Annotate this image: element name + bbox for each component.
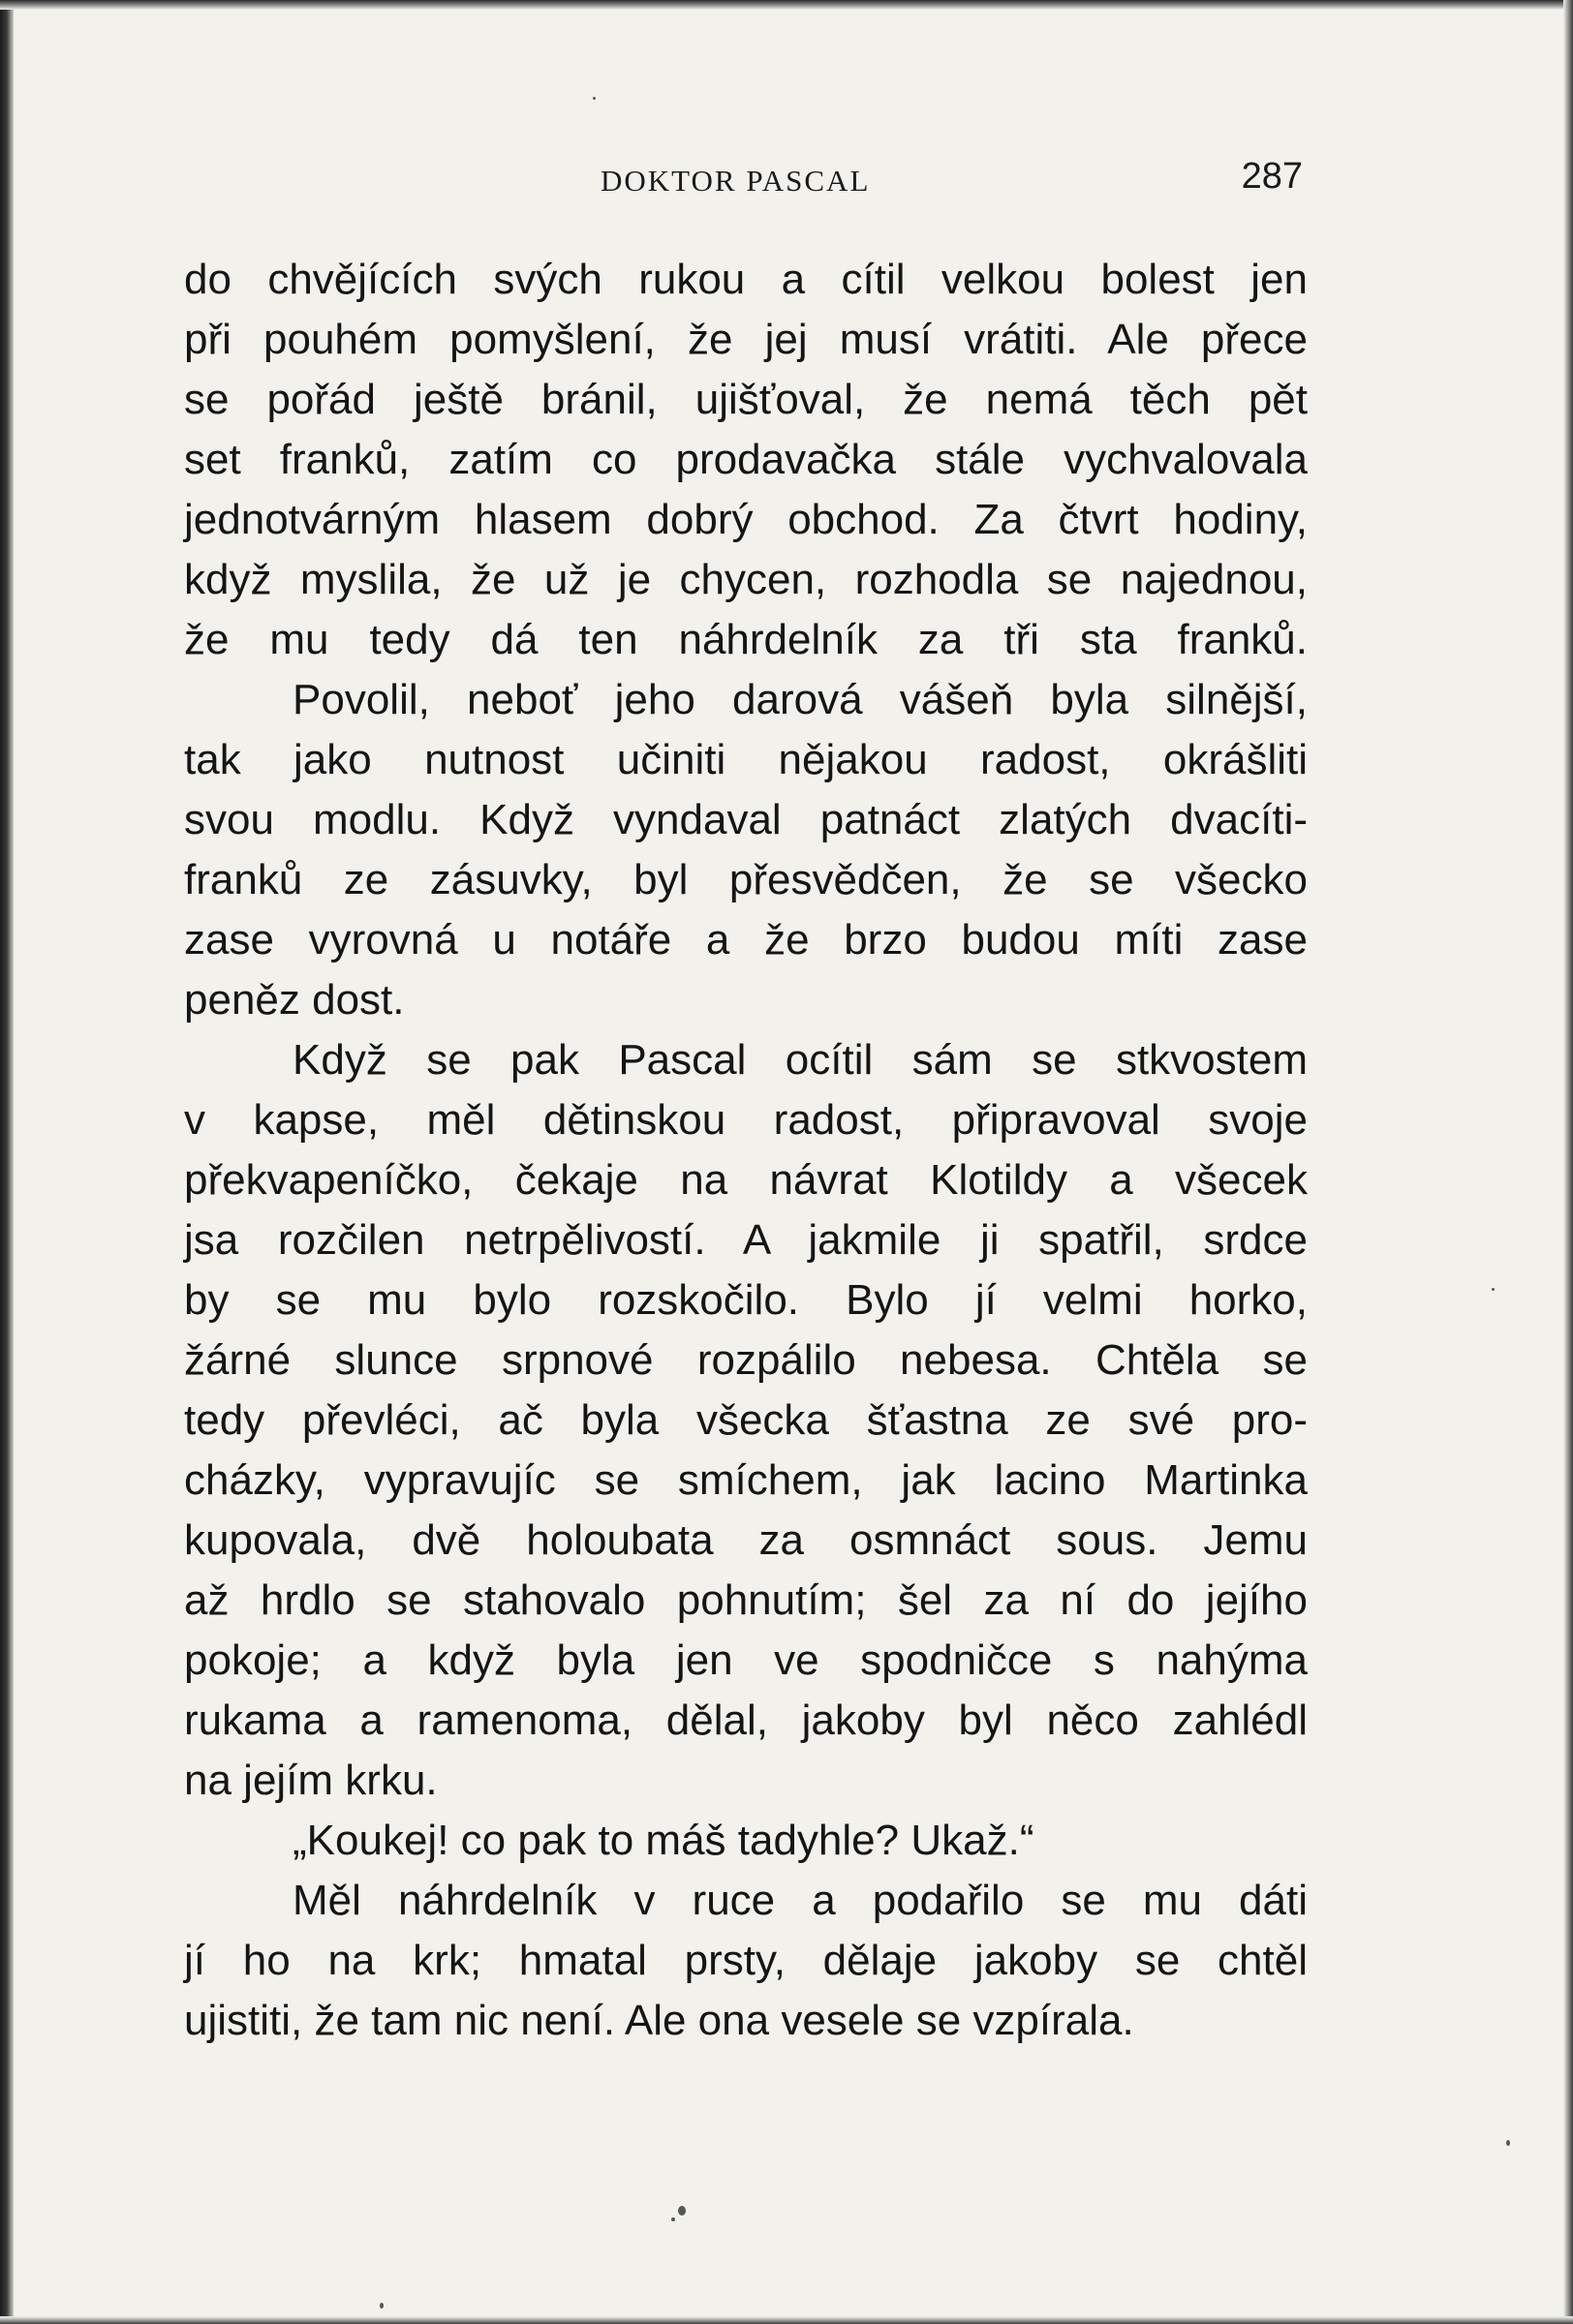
text-line: v kapse, měl dětinskou radost, připravoval svoje <box>184 1096 1308 1144</box>
text-line: že mu tedy dá ten náhrdelník za tři sta franků. <box>184 616 1308 663</box>
text-line: se pořád ještě bránil, ujišťoval, že nemá těch pět <box>184 376 1308 423</box>
text-line: Povolil, neboť jeho darová vášeň byla silnější, <box>293 676 1308 723</box>
text-line: Když se pak Pascal ocítil sám se stkvostem <box>293 1036 1308 1084</box>
scan-speck <box>380 2303 384 2309</box>
text-line: tak jako nutnost učiniti nějakou radost, okrášliti <box>184 736 1308 783</box>
text-line: cházky, vypravujíc se smíchem, jak lacino Martinka <box>184 1456 1308 1504</box>
text-line: by se mu bylo rozskočilo. Bylo jí velmi horko, <box>184 1276 1308 1324</box>
text-line: tedy převléci, ač byla všecka šťastna ze své pro- <box>184 1396 1308 1444</box>
text-line: překvapeníčko, čekaje na návrat Klotildy a všecek <box>184 1156 1308 1204</box>
text-line: peněz dost. <box>184 976 405 1024</box>
text-line: na jejím krku. <box>184 1757 438 1804</box>
scan-speck <box>678 2206 686 2216</box>
scan-speck <box>671 2217 675 2221</box>
text-line: „Koukej! co pak to máš tadyhle? Ukaž.“ <box>293 1817 1034 1864</box>
scan-edge-right <box>1563 0 1573 2324</box>
text-line: ujistiti, že tam nic není. Ale ona vesele se vzpírala. <box>184 1997 1134 2044</box>
scan-speck <box>593 97 596 100</box>
text-line: jsa rozčilen netrpělivostí. A jakmile ji spatřil, srdce <box>184 1216 1308 1264</box>
scan-edge-left <box>0 0 14 2324</box>
scan-speck <box>1492 1288 1495 1291</box>
text-line: jí ho na krk; hmatal prsty, dělaje jakoby se chtěl <box>184 1937 1308 1984</box>
text-line: pokoje; a když byla jen ve spodničce s nahýma <box>184 1636 1308 1684</box>
text-line: do chvějících svých rukou a cítil velkou bolest jen <box>184 256 1308 303</box>
scan-edge-top <box>0 0 1573 10</box>
running-head: DOKTOR PASCAL <box>601 164 871 198</box>
text-line: franků ze zásuvky, byl přesvědčen, že se všecko <box>184 856 1308 903</box>
body-text <box>184 250 1308 2051</box>
scan-speck <box>1506 2140 1510 2146</box>
text-line: Měl náhrdelník v ruce a podařilo se mu dáti <box>293 1877 1308 1924</box>
text-line: když myslila, že už je chycen, rozhodla se najednou, <box>184 556 1308 603</box>
page-number: 287 <box>1241 156 1303 197</box>
text-line: žárné slunce srpnové rozpálilo nebesa. Chtěla se <box>184 1336 1308 1384</box>
text-line: až hrdlo se stahovalo pohnutím; šel za ní do jejího <box>184 1576 1308 1624</box>
text-line: při pouhém pomyšlení, že jej musí vrátiti. Ale přece <box>184 316 1308 363</box>
text-line: rukama a ramenoma, dělal, jakoby byl něco zahlédl <box>184 1697 1308 1744</box>
text-line: jednotvárným hlasem dobrý obchod. Za čtvrt hodiny, <box>184 496 1308 543</box>
text-line: zase vyrovná u notáře a že brzo budou míti zase <box>184 916 1308 963</box>
text-line: set franků, zatím co prodavačka stále vychvalovala <box>184 436 1308 483</box>
page-header <box>184 150 1303 208</box>
text-line: kupovala, dvě holoubata za osmnáct sous. Jemu <box>184 1516 1308 1564</box>
scan-edge-bottom <box>0 2316 1573 2324</box>
text-line: svou modlu. Když vyndaval patnáct zlatých dvacíti- <box>184 796 1308 843</box>
